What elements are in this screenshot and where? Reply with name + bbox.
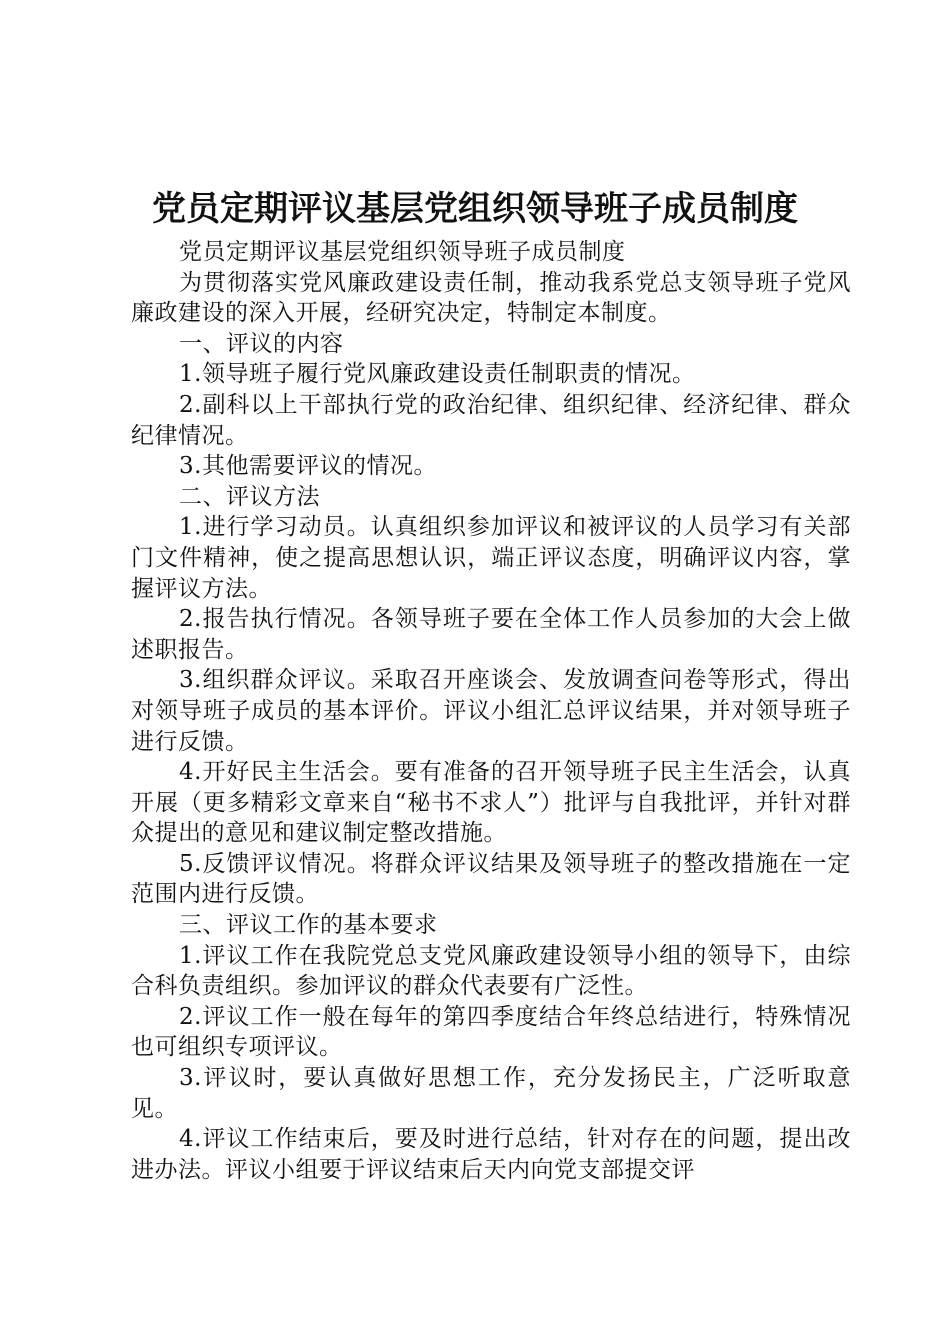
section-heading-requirements: 三、评议工作的基本要求: [179, 912, 438, 939]
paragraph-intro: 为贯彻落实党风廉政建设责任制，推动我系党总支领导班子党风廉政建设的深入开展，经研究决定，特制定本制度。: [131, 269, 851, 327]
requirement-item-3: 3.评议时，要认真做好思想工作，充分发扬民主，广泛听取意见。: [131, 1065, 851, 1122]
section-heading-method: 二、评议方法: [179, 483, 320, 510]
method-item-5: 5.反馈评议情况。将群众评议结果及领导班子的整改措施在一定范围内进行反馈。: [131, 850, 851, 908]
document-body: [131, 237, 851, 1185]
paragraph-subtitle: 党员定期评议基层党组织领导班子成员制度: [179, 239, 626, 265]
method-item-4: 4.开好民主生活会。要有准备的召开领导班子民主生活会，认真开展（更多精彩文章来自“秘书不求人”）批评与自我批评，并针对群众提出的意见和建议制定整改措施。: [131, 759, 851, 847]
requirement-item-4: 4.评议工作结束后，要及时进行总结，针对存在的问题，提出改进办法。评议小组要于评议结束后天内向党支部提交评: [131, 1126, 851, 1183]
method-item-3: 3.组织群众评议。采取召开座谈会、发放调查问卷等形式，得出对领导班子成员的基本评价。评议小组汇总评议结果，并对领导班子进行反馈。: [131, 667, 851, 755]
requirement-item-1: 1.评议工作在我院党总支党风廉政建设领导小组的领导下，由综合科负责组织。参加评议的群众代表要有广泛性。: [131, 942, 851, 1000]
content-item-2: 2.副科以上干部执行党的政治纪律、组织纪律、经济纪律、群众纪律情况。: [131, 391, 851, 449]
content-item-3: 3.其他需要评议的情况。: [179, 453, 437, 480]
document-title: 党员定期评议基层党组织领导班子成员制度: [152, 189, 798, 229]
method-item-2: 2.报告执行情况。各领导班子要在全体工作人员参加的大会上做述职报告。: [131, 606, 851, 663]
requirement-item-2: 2.评议工作一般在每年的第四季度结合年终总结进行，特殊情况也可组织专项评议。: [131, 1003, 851, 1061]
section-heading-content: 一、评议的内容: [179, 330, 344, 357]
content-item-1: 1.领导班子履行党风廉政建设责任制职责的情况。: [179, 361, 696, 388]
method-item-1: 1.进行学习动员。认真组织参加评议和被评议的人员学习有关部门文件精神，使之提高思想认识，端正评议态度，明确评议内容，掌握评议方法。: [131, 514, 851, 602]
